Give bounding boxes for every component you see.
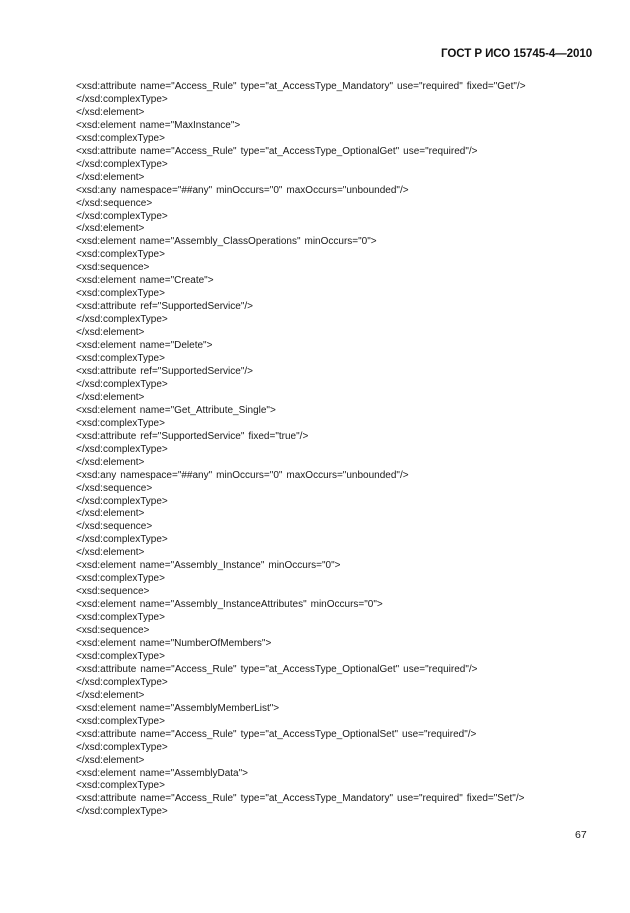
code-line: </xsd:element>	[76, 508, 145, 520]
code-line: </xsd:sequence>	[76, 482, 153, 494]
code-line: <xsd:attribute name="Access_Rule" type="at_AccessType_OptionalGet" use="required"/>	[76, 663, 478, 675]
code-line: </xsd:sequence>	[76, 197, 153, 209]
code-line: </xsd:element>	[76, 547, 145, 559]
code-line: </xsd:element>	[76, 106, 145, 118]
code-line: </xsd:element>	[76, 327, 145, 339]
code-line: <xsd:complexType>	[76, 353, 165, 365]
code-line: <xsd:attribute name="Access_Rule" type="at_AccessType_OptionalSet" use="required"/>	[76, 728, 477, 740]
code-line: </xsd:element>	[76, 171, 145, 183]
code-line: <xsd:element name="Assembly_Instance" minOccurs="0">	[76, 560, 341, 572]
code-line: </xsd:complexType>	[76, 534, 168, 546]
code-line: </xsd:complexType>	[76, 158, 168, 170]
code-line: <xsd:sequence>	[76, 262, 150, 274]
code-line: </xsd:element>	[76, 456, 145, 468]
page-header-standard-id: ГОСТ Р ИСО 15745-4—2010	[441, 47, 593, 60]
code-line: <xsd:complexType>	[76, 780, 165, 792]
code-line: <xsd:element name="Create">	[76, 275, 214, 287]
code-line: <xsd:element name="MaxInstance">	[76, 119, 241, 131]
code-line: <xsd:complexType>	[76, 417, 165, 429]
code-line: <xsd:complexType>	[76, 715, 165, 727]
code-line: <xsd:element name="AssemblyMemberList">	[76, 702, 280, 714]
code-line: <xsd:any namespace="##any" minOccurs="0" maxOccurs="unbounded"/>	[76, 469, 409, 481]
code-line: <xsd:sequence>	[76, 586, 150, 598]
code-line: <xsd:element name="Assembly_ClassOperations" minOccurs="0">	[76, 236, 377, 248]
code-line: <xsd:complexType>	[76, 288, 165, 300]
code-line: </xsd:complexType>	[76, 210, 168, 222]
code-line: </xsd:complexType>	[76, 443, 168, 455]
code-line: </xsd:complexType>	[76, 806, 168, 818]
code-line: <xsd:complexType>	[76, 573, 165, 585]
xsd-code-listing	[76, 81, 526, 819]
code-line: </xsd:complexType>	[76, 676, 168, 688]
code-line: </xsd:sequence>	[76, 521, 153, 533]
code-line: <xsd:complexType>	[76, 650, 165, 662]
code-line: <xsd:element name="NumberOfMembers">	[76, 637, 272, 649]
code-line: <xsd:attribute ref="SupportedService"/>	[76, 365, 254, 377]
code-line: </xsd:element>	[76, 689, 145, 701]
code-line: <xsd:sequence>	[76, 625, 150, 637]
code-line: <xsd:attribute ref="SupportedService" fixed="true"/>	[76, 430, 309, 442]
code-line: </xsd:complexType>	[76, 314, 168, 326]
code-line: <xsd:complexType>	[76, 249, 165, 261]
code-line: <xsd:any namespace="##any" minOccurs="0" maxOccurs="unbounded"/>	[76, 184, 409, 196]
page-number: 67	[575, 829, 587, 841]
code-line: </xsd:complexType>	[76, 378, 168, 390]
code-line: <xsd:element name="Assembly_InstanceAttributes" minOccurs="0">	[76, 599, 383, 611]
code-line: </xsd:complexType>	[76, 741, 168, 753]
code-line: </xsd:complexType>	[76, 93, 168, 105]
code-line: <xsd:element name="Delete">	[76, 340, 213, 352]
code-line: <xsd:attribute name="Access_Rule" type="at_AccessType_OptionalGet" use="required"/>	[76, 145, 478, 157]
code-line: </xsd:element>	[76, 391, 145, 403]
code-line: <xsd:element name="AssemblyData">	[76, 767, 248, 779]
code-line: </xsd:complexType>	[76, 495, 168, 507]
code-line: </xsd:element>	[76, 223, 145, 235]
code-line: </xsd:element>	[76, 754, 145, 766]
code-line: <xsd:attribute name="Access_Rule" type="at_AccessType_Mandatory" use="required" fixed="Set"/>	[76, 793, 525, 805]
code-line: <xsd:attribute ref="SupportedService"/>	[76, 301, 254, 313]
code-line: <xsd:complexType>	[76, 612, 165, 624]
code-line: <xsd:complexType>	[76, 132, 165, 144]
code-line: <xsd:element name="Get_Attribute_Single">	[76, 404, 276, 416]
code-line: <xsd:attribute name="Access_Rule" type="at_AccessType_Mandatory" use="required" fixed="Get"/>	[76, 81, 526, 92]
